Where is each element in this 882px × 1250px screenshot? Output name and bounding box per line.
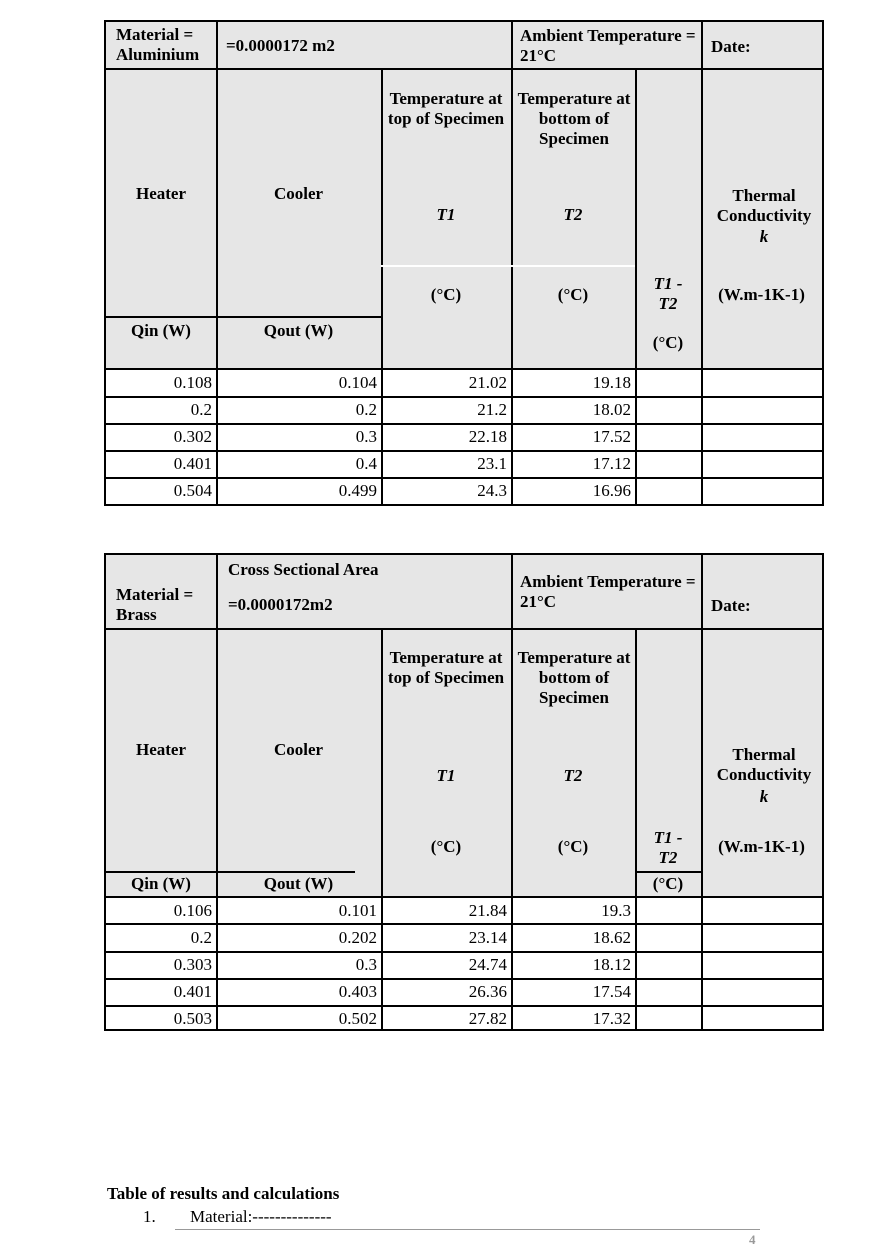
t1-cell: 24.3 — [477, 481, 507, 500]
heater-heading: Heater — [135, 740, 187, 759]
cross-sectional-area-label: Cross Sectional Area — [228, 560, 379, 579]
material-label: Material = Brass — [116, 585, 194, 624]
qout-cell: 0.2 — [355, 400, 377, 419]
t2-cell: 17.12 — [592, 454, 631, 473]
qin-cell: 0.504 — [173, 481, 212, 500]
cooler-heading: Cooler — [273, 184, 324, 203]
results-table-brass — [104, 553, 824, 1031]
t1-cell: 24.74 — [468, 955, 507, 974]
t1-cell: 21.02 — [468, 373, 507, 392]
t2-cell: 19.18 — [592, 373, 631, 392]
t1-cell: 21.84 — [468, 901, 507, 920]
t1-minus-t2-unit: (°C) — [652, 333, 684, 352]
t2-unit: (°C) — [557, 837, 589, 856]
t2-cell: 19.3 — [601, 901, 631, 920]
qin-cell: 0.303 — [173, 955, 212, 974]
t1-cell: 23.1 — [477, 454, 507, 473]
qin-cell: 0.401 — [173, 454, 212, 473]
qout-cell: 0.101 — [338, 901, 377, 920]
material-label: Material = Aluminium — [116, 25, 200, 64]
temp-top-heading: Temperature at top of Specimen — [387, 648, 505, 687]
qout-heading: Qout (W) — [263, 874, 334, 893]
qin-cell: 0.2 — [190, 400, 212, 419]
qout-cell: 0.403 — [338, 982, 377, 1001]
list-item-number: 1. — [143, 1207, 156, 1226]
t1-minus-t2-heading: T1 - T2 — [653, 828, 683, 867]
ambient-temperature: Ambient Temperature = 21°C — [520, 26, 696, 65]
t2-cell: 17.52 — [592, 427, 631, 446]
results-table-aluminium — [104, 20, 824, 506]
qin-heading: Qin (W) — [131, 874, 191, 893]
thermal-conductivity-heading: Thermal Conductivity — [716, 186, 812, 225]
qout-cell: 0.499 — [338, 481, 377, 500]
t1-label: T1 — [436, 205, 456, 224]
t1-cell: 23.14 — [468, 928, 507, 947]
qout-cell: 0.4 — [355, 454, 377, 473]
qin-heading: Qin (W) — [131, 321, 191, 340]
qin-cell: 0.108 — [173, 373, 212, 392]
page-number: 4 — [749, 1232, 756, 1247]
list-item-text: Material:-------------- — [190, 1207, 332, 1226]
temp-bottom-heading: Temperature at bottom of Specimen — [517, 648, 631, 707]
qout-cell: 0.3 — [355, 427, 377, 446]
t2-cell: 18.62 — [592, 928, 631, 947]
qin-cell: 0.106 — [173, 901, 212, 920]
t2-label: T2 — [563, 766, 583, 785]
t1-unit: (°C) — [430, 837, 462, 856]
qout-cell: 0.3 — [355, 955, 377, 974]
k-symbol: k — [759, 787, 769, 806]
t2-cell: 17.32 — [592, 1009, 631, 1028]
qin-cell: 0.503 — [173, 1009, 212, 1028]
qout-cell: 0.104 — [338, 373, 377, 392]
k-symbol: k — [759, 227, 769, 246]
t1-label: T1 — [436, 766, 456, 785]
qout-cell: 0.202 — [338, 928, 377, 947]
k-unit: (W.m-1K-1) — [718, 285, 805, 304]
qout-cell: 0.502 — [338, 1009, 377, 1028]
ambient-temperature: Ambient Temperature = 21°C — [520, 572, 696, 611]
t2-unit: (°C) — [557, 285, 589, 304]
t2-cell: 18.12 — [592, 955, 631, 974]
t2-cell: 16.96 — [592, 481, 631, 500]
t2-label: T2 — [563, 205, 583, 224]
qin-cell: 0.302 — [173, 427, 212, 446]
thermal-conductivity-heading: Thermal Conductivity — [716, 745, 812, 784]
t1-cell: 26.36 — [468, 982, 507, 1001]
t1-unit: (°C) — [430, 285, 462, 304]
qout-heading: Qout (W) — [263, 321, 334, 340]
t1-cell: 27.82 — [468, 1009, 507, 1028]
section-heading: Table of results and calculations — [107, 1184, 340, 1203]
t1-minus-t2-heading: T1 - T2 — [653, 274, 683, 313]
t1-cell: 22.18 — [468, 427, 507, 446]
qin-cell: 0.401 — [173, 982, 212, 1001]
temp-top-heading: Temperature at top of Specimen — [387, 89, 505, 128]
t1-minus-t2-unit: (°C) — [652, 874, 684, 893]
date-label: Date: — [711, 596, 751, 615]
heater-heading: Heater — [135, 184, 187, 203]
footer-rule — [175, 1229, 760, 1230]
temp-bottom-heading: Temperature at bottom of Specimen — [517, 89, 631, 148]
area-value: =0.0000172m2 — [228, 595, 333, 614]
qin-cell: 0.2 — [190, 928, 212, 947]
k-unit: (W.m-1K-1) — [718, 837, 805, 856]
t2-cell: 17.54 — [592, 982, 631, 1001]
date-label: Date: — [711, 37, 751, 56]
cooler-heading: Cooler — [273, 740, 324, 759]
area-value: =0.0000172 m2 — [226, 36, 335, 55]
t2-cell: 18.02 — [592, 400, 631, 419]
t1-cell: 21.2 — [477, 400, 507, 419]
